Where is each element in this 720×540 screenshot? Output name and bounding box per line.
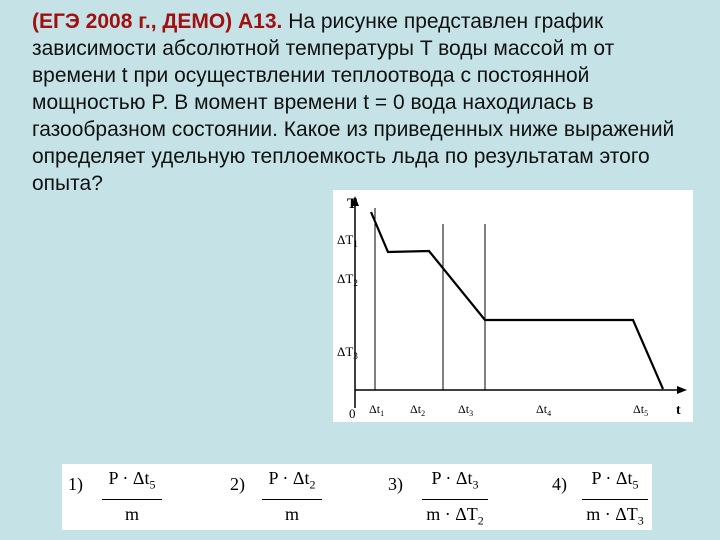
answer-fraction [582,468,648,528]
answer-number: 4) [552,474,567,494]
dt4-label: $\Delta t_4$ [536,402,552,418]
x-axis-arrow [677,386,687,394]
dt1-label: $\Delta t_1$ [369,402,385,418]
fraction-bar [422,499,488,500]
dT2-label: $\Delta T_2$ [337,271,358,288]
answer-fraction [102,468,162,528]
answer-options [62,464,652,530]
answer-option-1[interactable] [68,464,198,530]
answer-fraction [422,468,488,528]
fraction-numerator: $P \cdot \Delta t_5$ [591,468,639,492]
answer-option-3[interactable] [388,464,518,530]
dt3-label: $\Delta t_3$ [458,402,474,418]
fraction-bar [262,499,322,500]
dT3-label: $\Delta T_3$ [337,344,358,361]
fraction-bar [102,499,162,500]
answer-fraction [262,468,322,528]
dt5-label: $\Delta t_5$ [633,402,649,418]
fraction-numerator: $P \cdot \Delta t_3$ [431,468,479,492]
question-text [32,8,692,197]
graph-svg [333,190,693,422]
origin-label: 0 [349,406,356,421]
question-body: На рисунке представлен график зависимости абсолютной температуры T воды массой m от времени t при осуществлении теплоотвода с постоянной мощностью P. В момент времени t = 0 вода находилась в газообразном состоянии. Какое из приведенных ниже выражений определяет удельную теплоемкость льда по результатам этого опыта? [32,10,675,195]
answer-option-2[interactable] [230,464,360,530]
fraction-denominator: m [124,503,139,524]
question-header: (ЕГЭ 2008 г., ДЕМО) А13. [32,10,283,33]
x-axis-label: t [676,403,681,418]
answer-number: 1) [68,474,83,494]
answer-option-4[interactable] [552,464,652,530]
dt-labels [369,402,648,418]
temperature-time-graph [333,190,693,422]
fraction-numerator: $P \cdot \Delta t_2$ [268,468,316,492]
temperature-curve [371,212,663,389]
y-axis-label: T [347,196,358,212]
fraction-denominator: $m \cdot \Delta T_2$ [426,503,484,528]
answer-number: 2) [230,474,245,494]
fraction-bar [582,499,648,500]
dT1-label: $\Delta T_1$ [337,232,358,249]
fraction-denominator: m [284,503,299,524]
fraction-numerator: $P \cdot \Delta t_5$ [108,468,156,492]
answer-number: 3) [388,474,403,494]
dt2-label: $\Delta t_2$ [410,402,426,418]
fraction-denominator: $m \cdot \Delta T_3$ [586,503,644,528]
